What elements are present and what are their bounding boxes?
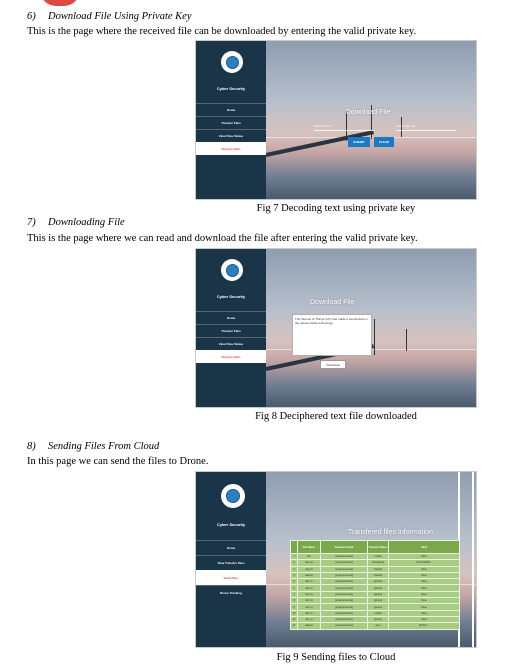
nav-view-transfer-files[interactable]: View Transfer Files [196, 555, 266, 570]
table-cell-index: 2 [291, 560, 298, 566]
submit-button[interactable]: SUBMIT [348, 137, 370, 147]
nav-receive-files[interactable]: Receive Files [196, 142, 266, 155]
brand-name: Cyber Security [216, 294, 246, 299]
table-cell: Invalid [368, 610, 389, 616]
page-title: Transfered files Information [348, 529, 433, 536]
nav-transfer-files[interactable]: Transfer Files [196, 324, 266, 337]
table-cell-index: 5 [291, 579, 298, 585]
table-cell: None [389, 604, 460, 610]
shield-icon [221, 51, 243, 73]
brand-name: Cyber Security [216, 86, 246, 91]
shield-icon [221, 259, 243, 281]
table-cell-index: 11 [291, 616, 298, 622]
table-cell: data.txt [298, 572, 321, 578]
section-8-paragraph: In this page we can send the files to Drone. [27, 456, 209, 467]
table-cell: [email protected] [321, 566, 368, 572]
fig9-screenshot [195, 471, 477, 648]
table-cell: [email protected] [321, 554, 368, 560]
table-cell: Sent [368, 623, 389, 629]
brand-name: Cyber Security [216, 522, 246, 527]
table-cell: [email protected] [321, 560, 368, 566]
nav-home[interactable]: Home [196, 311, 266, 324]
section-6-paragraph: This is the page where the received file can be downloaded by entering the valid private key. [27, 26, 417, 37]
file-name-label: Enter file name [314, 125, 331, 128]
nav-home[interactable]: Home [196, 540, 266, 555]
table-cell: d7f7c1d2f3f4... [389, 560, 460, 566]
table-cell: [email protected] [321, 572, 368, 578]
table-cell: None [389, 572, 460, 578]
table-cell: Transfer [368, 566, 389, 572]
table-cell: None [389, 554, 460, 560]
table-cell: app.txt [298, 566, 321, 572]
table-cell: 8e1b7e... [389, 623, 460, 629]
nav-transfer-files[interactable]: Transfer Files [196, 116, 266, 129]
nav-receive-files[interactable]: Receive Files [196, 350, 266, 363]
table-header-filename: File Name [298, 541, 321, 554]
table-cell: [email protected] [321, 579, 368, 585]
table-cell: Invalid [368, 554, 389, 560]
private-key-label: Enter private key [396, 125, 415, 128]
page-title: Download File [310, 299, 355, 306]
table-cell: [email protected] [321, 591, 368, 597]
table-cell: [email protected] [321, 585, 368, 591]
table-cell: [email protected] [321, 616, 368, 622]
table-cell: None [389, 598, 460, 604]
table-cell: None [389, 591, 460, 597]
table-cell: None [389, 610, 460, 616]
table-cell: Transferred [368, 560, 389, 566]
page-logo-fragment [40, 0, 80, 6]
table-header-index [291, 541, 298, 554]
sidebar [196, 249, 266, 407]
file-content-textarea[interactable]: The Internet of Things (IoT) has made a tremendous in the various fields technology [292, 314, 372, 356]
fig8-screenshot [195, 248, 477, 408]
table-cell: abc.txt [298, 579, 321, 585]
fig7-caption: Fig 7 Decoding text using private key [256, 203, 416, 214]
table-cell: [email protected] [321, 610, 368, 616]
section-7-paragraph: This is the page where we can read and download the file after entering the valid private key. [27, 233, 418, 244]
table-cell: abc [298, 554, 321, 560]
table-cell: abc.txt [298, 598, 321, 604]
table-cell: None [389, 585, 460, 591]
table-header-status: Transfer Status [368, 541, 389, 554]
nav-view-files-status[interactable]: View Files Status [196, 337, 266, 350]
page-title: Download File [346, 109, 391, 116]
table-cell-index: 3 [291, 566, 298, 572]
table-header-hash: Hash [389, 541, 460, 554]
fig8-caption: Fig 8 Deciphered text file downloaded [255, 411, 417, 422]
shield-icon [221, 484, 245, 508]
nav-send-files[interactable]: Send Files [196, 570, 266, 585]
table-cell: Ignored [368, 598, 389, 604]
table-cell: [email protected] [321, 623, 368, 629]
table-row [291, 623, 460, 629]
section-8-heading: 8) Sending Files From Cloud [27, 441, 160, 452]
table-cell: Transfer [368, 572, 389, 578]
table-cell: Ignored [368, 579, 389, 585]
download-button[interactable]: Download [320, 360, 346, 369]
table-cell-index: 7 [291, 591, 298, 597]
table-cell: Ignored [368, 585, 389, 591]
fig7-screenshot [195, 40, 477, 200]
nav-view-files-status[interactable]: View Files Status [196, 129, 266, 142]
table-cell: None [389, 616, 460, 622]
table-cell-index: 6 [291, 585, 298, 591]
table-cell: [email protected] [321, 598, 368, 604]
table-cell-index: 12 [291, 623, 298, 629]
sidebar [196, 41, 266, 199]
file-name-input[interactable] [314, 130, 374, 131]
section-6-heading: 6) Download File Using Private Key [27, 11, 192, 22]
table-cell: Ignored [368, 616, 389, 622]
table-cell: abc.txt [298, 610, 321, 616]
table-cell: data.txt [298, 623, 321, 629]
nav-drone-tracking[interactable]: Drone Tracking [196, 585, 266, 600]
transfer-table [290, 540, 460, 630]
table-header-email: Receiver Email [321, 541, 368, 554]
private-key-input[interactable] [396, 130, 456, 131]
table-cell-index: 9 [291, 604, 298, 610]
table-cell: abc.txt [298, 604, 321, 610]
table-cell: abc.txt [298, 585, 321, 591]
fig9-caption: Fig 9 Sending files to Cloud [276, 652, 396, 663]
table-cell-index: 10 [291, 610, 298, 616]
section-7-heading: 7) Downloading File [27, 217, 125, 228]
table-cell: [email protected] [321, 604, 368, 610]
nav-home[interactable]: Home [196, 103, 266, 116]
table-cell: abc.txt [298, 616, 321, 622]
table-cell: abc.txt [298, 591, 321, 597]
sidebar [196, 472, 266, 647]
table-cell: Ignored [368, 591, 389, 597]
table-cell-index: 4 [291, 572, 298, 578]
table-cell: None [389, 566, 460, 572]
clear-button[interactable]: CLEAR [374, 137, 394, 147]
table-cell-index: 8 [291, 598, 298, 604]
table-cell-index: 1 [291, 554, 298, 560]
table-cell: Ignored [368, 604, 389, 610]
table-cell: files.txt [298, 560, 321, 566]
table-cell: None [389, 579, 460, 585]
